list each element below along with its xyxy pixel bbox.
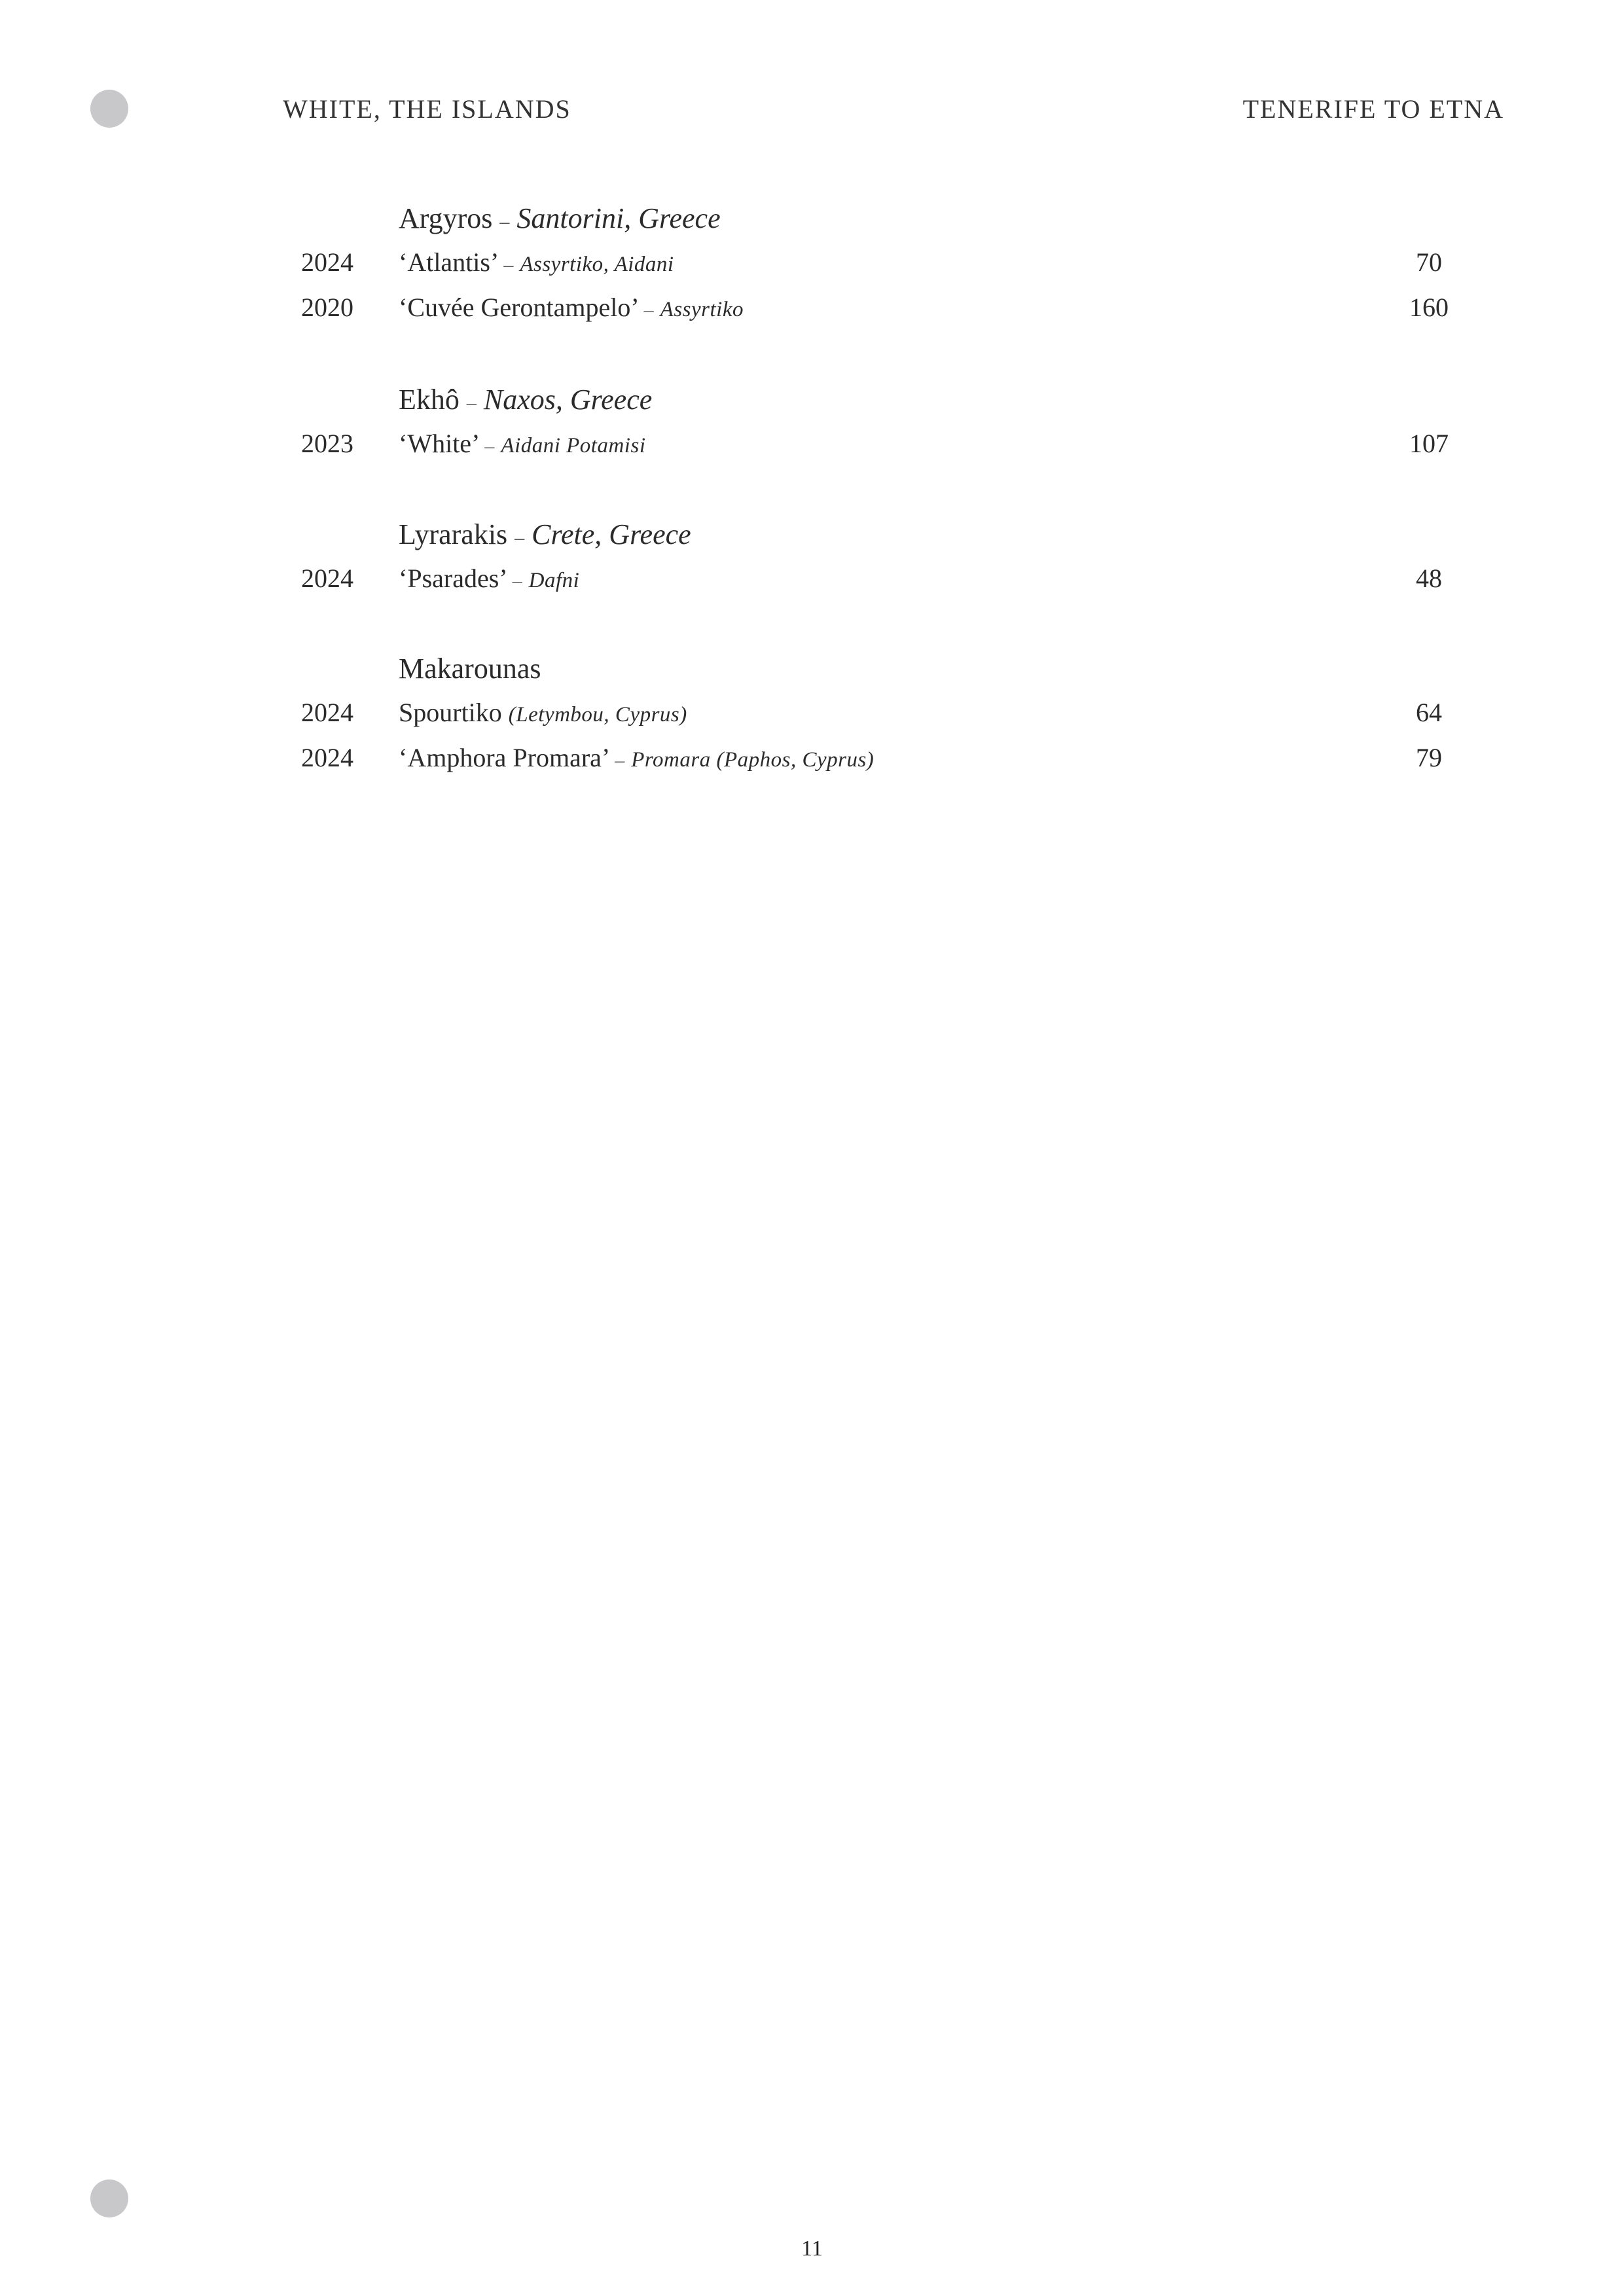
price: 48 [1416, 564, 1442, 593]
menu-subtitle: TENERIFE TO ETNA [1242, 94, 1504, 124]
producer-heading [399, 651, 541, 687]
grape-variety: Dafni [528, 569, 580, 592]
wine-row [0, 426, 1624, 461]
wine-name: ‘Cuvée Gerontampelo’ [399, 293, 638, 322]
wine-name: ‘White’ [399, 429, 478, 458]
producer-region: Santorini, Greece [516, 202, 721, 234]
price: 160 [1409, 293, 1449, 322]
vintage: 2024 [301, 743, 353, 772]
wine-name-cell [399, 695, 687, 732]
price: 64 [1416, 698, 1442, 727]
wine-row [0, 245, 1624, 280]
separator: – [484, 435, 495, 457]
wine-name: ‘Amphora Promara’ [399, 743, 609, 772]
producer-name: Lyrarakis [399, 518, 508, 550]
wine-name: Spourtiko [399, 698, 502, 727]
punch-hole-top [90, 90, 128, 128]
wine-row [0, 290, 1624, 325]
vintage: 2023 [301, 429, 353, 458]
separator: – [466, 392, 477, 414]
separator: – [512, 570, 522, 592]
wine-name-cell [399, 740, 874, 778]
wine-row [0, 695, 1624, 730]
separator: – [615, 749, 625, 771]
wine-name-cell [399, 245, 674, 283]
price: 79 [1416, 743, 1442, 772]
separator: – [499, 211, 510, 232]
grape-variety: Aidani Potamisi [501, 434, 646, 457]
grape-variety: Assyrtiko [660, 298, 744, 321]
grape-variety: (Letymbou, Cyprus) [508, 703, 687, 726]
separator: – [503, 254, 514, 276]
producer-name: Argyros [399, 202, 493, 234]
producer-heading [399, 517, 691, 556]
producer-name: Ekhô [399, 384, 460, 416]
section-title: WHITE, THE ISLANDS [283, 94, 571, 124]
grape-variety: Promara (Paphos, Cyprus) [631, 748, 875, 772]
producer-heading [399, 201, 721, 240]
wine-name-cell [399, 426, 646, 464]
vintage: 2024 [301, 564, 353, 593]
producer-region: Crete, Greece [532, 518, 691, 550]
producer-name: Makarounas [399, 653, 541, 685]
separator: – [514, 527, 525, 548]
wine-row [0, 561, 1624, 596]
page-number: 11 [801, 2236, 823, 2261]
grape-variety: Assyrtiko, Aidani [520, 253, 674, 276]
wine-row [0, 740, 1624, 776]
separator: – [643, 299, 654, 321]
wine-name: ‘Psarades’ [399, 564, 506, 593]
wine-name-cell [399, 561, 579, 599]
producer-heading [399, 382, 652, 421]
vintage: 2024 [301, 247, 353, 277]
price: 107 [1409, 429, 1449, 458]
wine-name: ‘Atlantis’ [399, 247, 497, 277]
producer-region: Naxos, Greece [483, 384, 653, 416]
vintage: 2020 [301, 293, 353, 322]
price: 70 [1416, 247, 1442, 277]
wine-name-cell [399, 290, 744, 328]
vintage: 2024 [301, 698, 353, 727]
punch-hole-bottom [90, 2179, 128, 2217]
